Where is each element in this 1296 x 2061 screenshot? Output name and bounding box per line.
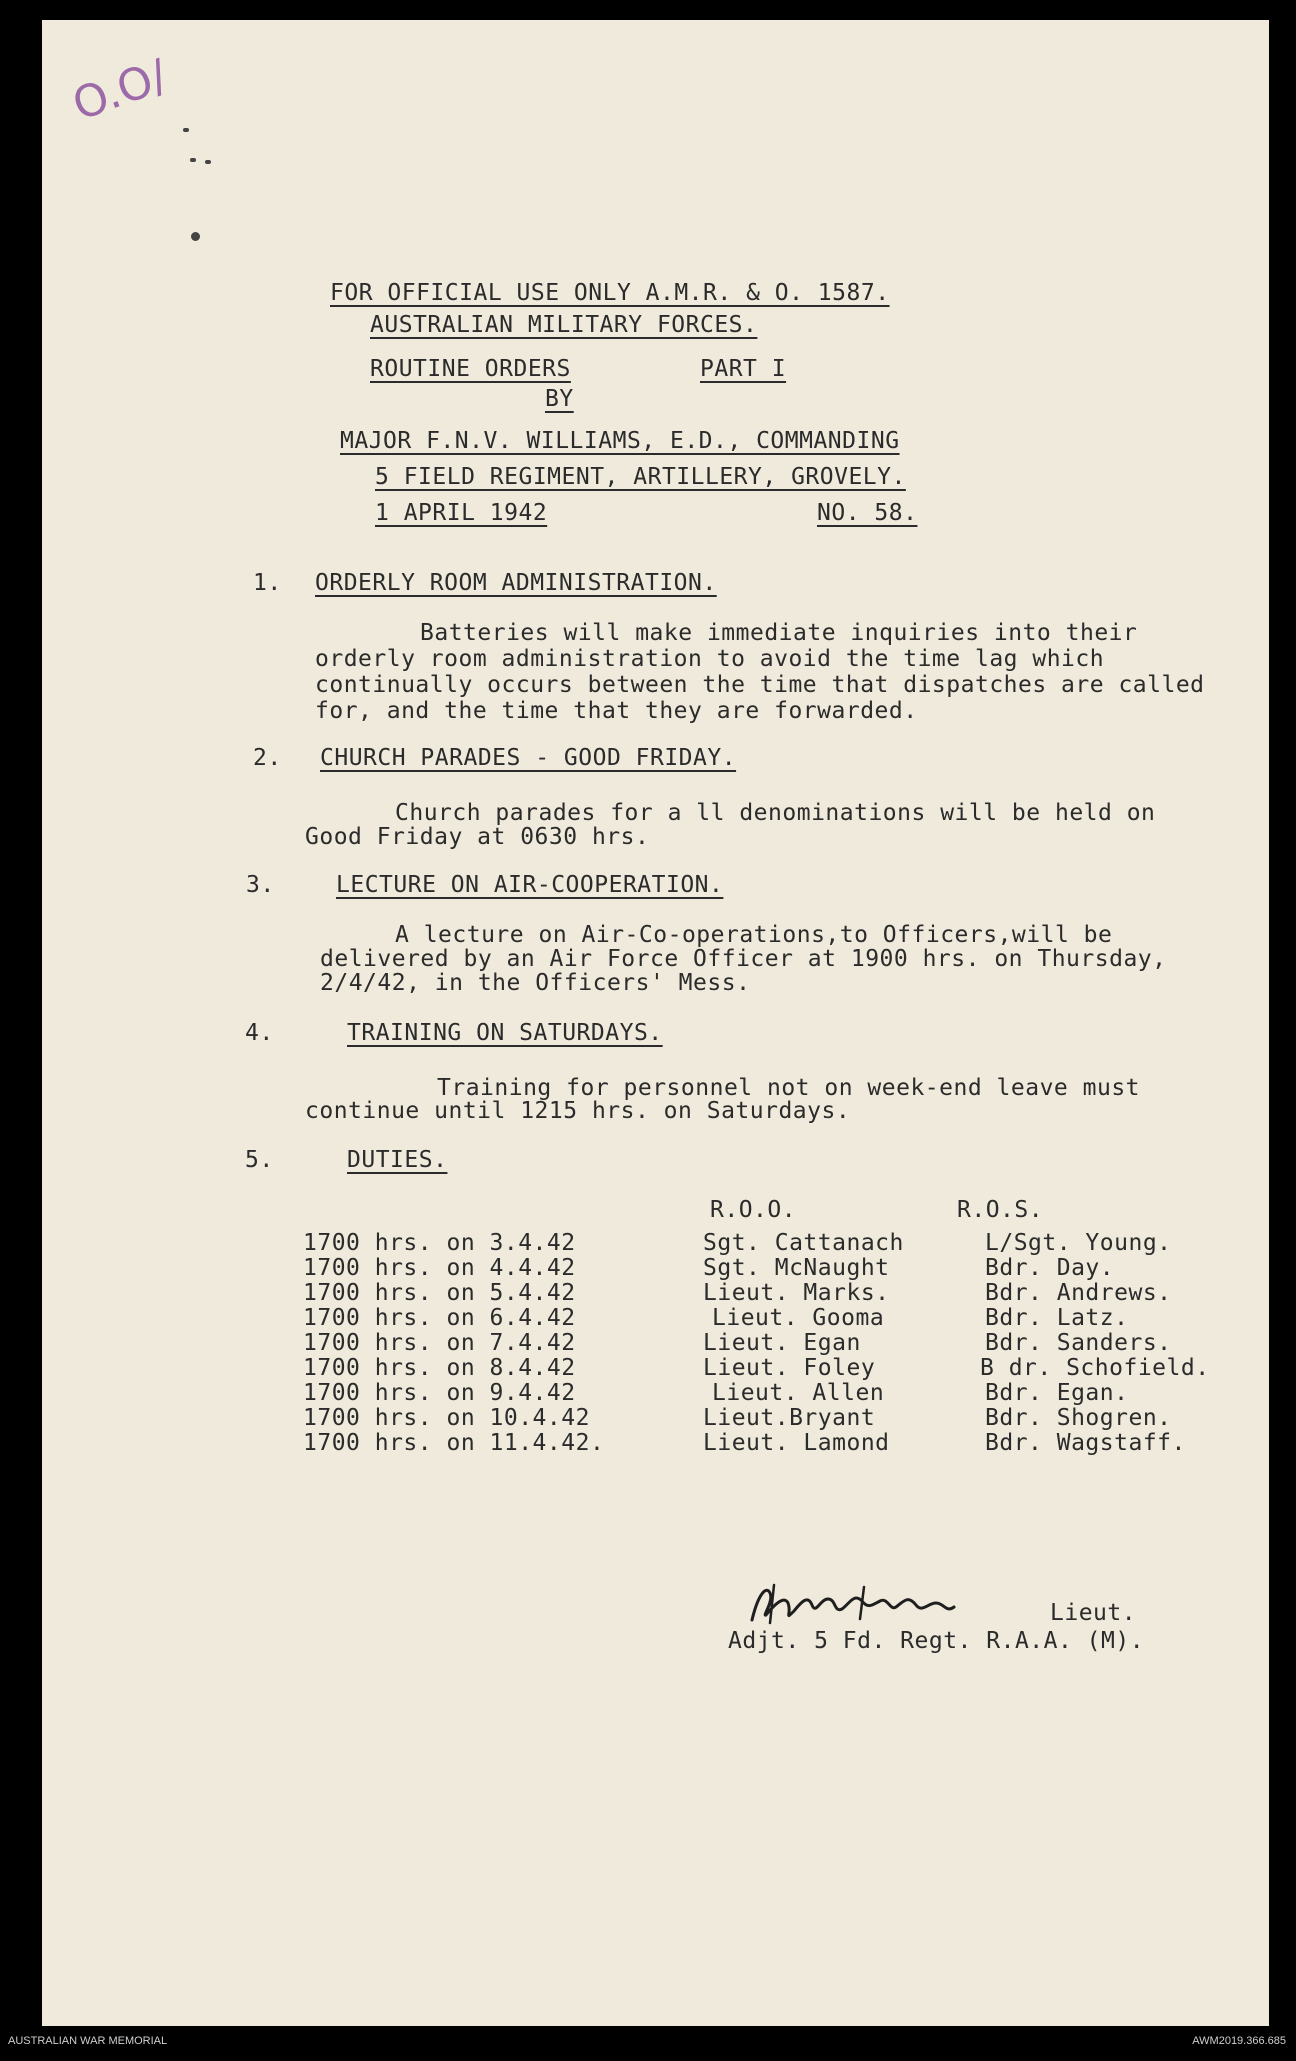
- footer-institution: AUSTRALIAN WAR MEMORIAL: [8, 2035, 168, 2047]
- section-text-line: Training for personnel not on week-end leave must: [437, 1075, 1141, 1101]
- duty-roo: Lieut. Egan: [703, 1330, 861, 1356]
- signature-appointment: Adjt. 5 Fd. Regt. R.A.A. (M).: [728, 1628, 1145, 1654]
- duty-roo: Lieut. Allen: [712, 1380, 885, 1406]
- pin-hole: [191, 232, 200, 241]
- section-text-line: orderly room administration to avoid the time lag which: [315, 646, 1105, 672]
- header-date: 1 APRIL 1942: [375, 500, 548, 526]
- duty-time: 1700 hrs. on 10.4.42: [303, 1405, 590, 1431]
- section-text-line: for, and the time that they are forwarded.: [315, 698, 918, 724]
- duties-header-ros: R.O.S.: [957, 1197, 1044, 1223]
- duty-roo: Lieut. Foley: [703, 1355, 876, 1381]
- section-title: CHURCH PARADES - GOOD FRIDAY.: [320, 745, 737, 771]
- duty-time: 1700 hrs. on 5.4.42: [303, 1280, 576, 1306]
- section-text-line: Batteries will make immediate inquiries into their: [420, 620, 1138, 646]
- section-title: LECTURE ON AIR-COOPERATION.: [336, 872, 724, 898]
- duty-ros: Bdr. Sanders.: [985, 1330, 1172, 1356]
- section-title: ORDERLY ROOM ADMINISTRATION.: [315, 570, 717, 596]
- duty-roo: Lieut. Lamond: [703, 1430, 890, 1456]
- duty-ros: Bdr. Shogren.: [985, 1405, 1172, 1431]
- duty-time: 1700 hrs. on 3.4.42: [303, 1230, 576, 1256]
- header-order-number: NO. 58.: [817, 500, 918, 526]
- section-title: TRAINING ON SATURDAYS.: [347, 1020, 663, 1046]
- duty-ros: Bdr. Day.: [985, 1255, 1115, 1281]
- duty-time: 1700 hrs. on 4.4.42: [303, 1255, 576, 1281]
- duty-roo: Lieut. Gooma: [712, 1305, 885, 1331]
- header-line-official: FOR OFFICIAL USE ONLY A.M.R. & O. 1587.: [330, 280, 890, 306]
- duty-time: 1700 hrs. on 6.4.42: [303, 1305, 576, 1331]
- section-text-line: continually occurs between the time that dispatches are called: [315, 672, 1205, 698]
- duty-ros: Bdr. Andrews.: [985, 1280, 1172, 1306]
- duty-ros: Bdr. Egan.: [985, 1380, 1129, 1406]
- duty-time: 1700 hrs. on 9.4.42: [303, 1380, 576, 1406]
- duty-roo: Lieut. Marks.: [703, 1280, 890, 1306]
- header-part: PART I: [700, 356, 787, 382]
- pencil-annotation: O.O/: [66, 50, 175, 131]
- duty-ros: Bdr. Latz.: [985, 1305, 1129, 1331]
- section-text-line: 2/4/42, in the Officers' Mess.: [320, 970, 751, 996]
- ink-speck: [190, 158, 196, 162]
- ink-speck: [183, 128, 189, 132]
- duty-ros: B dr. Schofield.: [980, 1355, 1210, 1381]
- duties-header-roo: R.O.O.: [710, 1197, 797, 1223]
- header-line-forces: AUSTRALIAN MILITARY FORCES.: [370, 312, 758, 338]
- section-number: 4.: [245, 1020, 274, 1046]
- section-title: DUTIES.: [347, 1147, 448, 1173]
- section-text-line: Good Friday at 0630 hrs.: [305, 824, 650, 850]
- signature-rank: Lieut.: [1050, 1600, 1137, 1626]
- duty-ros: L/Sgt. Young.: [985, 1230, 1172, 1256]
- section-text-line: Church parades for a ll denominations will be held on: [395, 800, 1156, 826]
- ink-speck: [205, 160, 211, 164]
- section-number: 1.: [253, 570, 282, 596]
- header-regiment: 5 FIELD REGIMENT, ARTILLERY, GROVELY.: [375, 464, 906, 490]
- section-text-line: continue until 1215 hrs. on Saturdays.: [305, 1098, 851, 1124]
- duty-roo: Sgt. McNaught: [703, 1255, 890, 1281]
- section-text-line: A lecture on Air-Co-operations,to Officers,will be: [395, 922, 1113, 948]
- header-commanding: MAJOR F.N.V. WILLIAMS, E.D., COMMANDING: [340, 428, 900, 454]
- section-number: 3.: [246, 872, 275, 898]
- duty-roo: Lieut.Bryant: [703, 1405, 876, 1431]
- section-number: 5.: [245, 1147, 274, 1173]
- duty-time: 1700 hrs. on 11.4.42.: [303, 1430, 605, 1456]
- header-by: BY: [545, 386, 574, 412]
- header-routine-orders: ROUTINE ORDERS: [370, 356, 571, 382]
- duty-time: 1700 hrs. on 7.4.42: [303, 1330, 576, 1356]
- duty-time: 1700 hrs. on 8.4.42: [303, 1355, 576, 1381]
- section-text-line: delivered by an Air Force Officer at 1900 hrs. on Thursday,: [320, 946, 1167, 972]
- duty-roo: Sgt. Cattanach: [703, 1230, 904, 1256]
- footer-accession-number: AWM2019.366.685: [1192, 2035, 1286, 2047]
- section-number: 2.: [253, 745, 282, 771]
- duty-ros: Bdr. Wagstaff.: [985, 1430, 1186, 1456]
